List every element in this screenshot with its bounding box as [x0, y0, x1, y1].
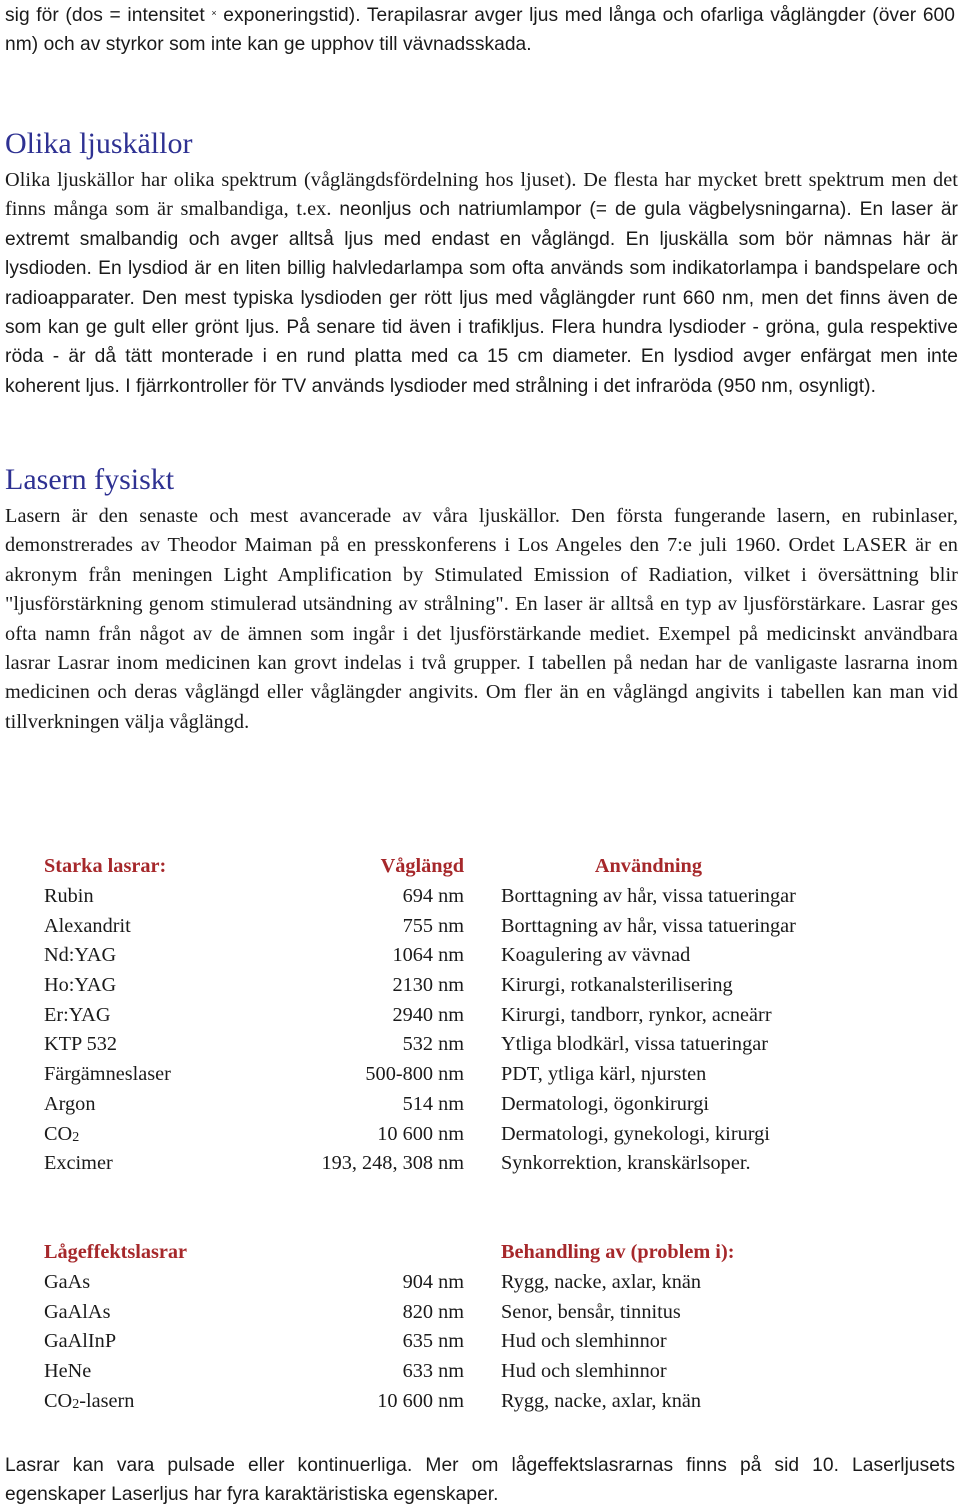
laser-wavelength: 820 nm — [402, 1300, 464, 1323]
section-heading-laser-physics: Lasern fysiskt — [5, 463, 175, 496]
laser-wavelength: 635 nm — [402, 1330, 464, 1353]
laser-usage: Dermatologi, gynekologi, kirurgi — [501, 1122, 770, 1145]
laser-usage: Hud och slemhinnor — [501, 1330, 667, 1353]
laser-name: GaAlInP — [44, 1330, 117, 1353]
intro-part2: exponeringstid). Terapilasrar avger ljus med långa och ofarliga våglängder (över 600 nm) och av styrkor som inte kan ge upphov till vävnadsskada. — [5, 5, 956, 56]
table-row — [44, 882, 796, 912]
laser-name: Alexandrit — [44, 914, 131, 937]
intro-paragraph — [5, 0, 955, 60]
laser-wavelength: 10 600 nm — [377, 1122, 464, 1145]
laser-usage: Dermatologi, ögonkirurgi — [501, 1092, 710, 1115]
laser-table — [44, 852, 796, 1416]
intro-part1: sig för (dos = intensitet — [5, 5, 212, 26]
section2-paragraph: Lasern är den senaste och mest avancerade av våra ljuskällor. Den första fungerande lasern, en rubinlaser, demonstrerades av Theodor Maiman på en presskonferens i Los Angeles den 7:e juli 1960. Ordet LASER är en akronym från meningen Light Amplification by Stimulated Emission of Radiation, vilket i översättning blir "ljusförstärkning genom stimulerad utsändning av strålning". En laser är alltså en typ av ljusförstärkare. Lasrar ges ofta namn från något av de ämnen som ingår i det ljusförstärkande mediet. Exempel på medicinskt användbara lasrar Lasrar inom medicinen kan grovt indelas i två grupper. I tabellen på nedan har de vanligaste lasrarna inom medicinen och deras våglängd eller våglängder angivits. Om fler än en våglängd angivits i tabellen kan man vid tillverkningen välja våglängd. — [5, 505, 958, 733]
footer-paragraph: Lasrar kan vara pulsade eller kontinuerliga. Mer om lågeffektslasrarnas finns på sid 10. Laserljusets egenskaper Laserljus har fyra karaktäristiska egenskaper. — [5, 1455, 955, 1506]
laser-name: Argon — [44, 1092, 96, 1115]
laser-wavelength: 10 600 nm — [377, 1389, 464, 1412]
header-strong-lasers: Starka lasrar: — [44, 855, 167, 878]
table-spacer — [44, 1179, 796, 1209]
laser-usage: Borttagning av hår, vissa tatueringar — [501, 914, 796, 937]
table-row — [44, 1030, 796, 1060]
laser-name: $CO_2$-lasern — [44, 1389, 135, 1412]
table-row — [44, 1119, 796, 1149]
section1-paragraph — [5, 166, 958, 401]
table-row — [44, 1357, 796, 1387]
laser-wavelength: 904 nm — [402, 1270, 464, 1293]
laser-wavelength: 532 nm — [402, 1033, 464, 1056]
laser-usage: Kirurgi, rotkanalsterilisering — [501, 974, 733, 997]
header-usage: Användning — [594, 855, 702, 878]
laser-usage: Kirurgi, tandborr, rynkor, acneärr — [501, 1003, 772, 1026]
header-treatment: Behandling av (problem i): — [501, 1241, 735, 1264]
laser-wavelength: 1064 nm — [392, 944, 464, 967]
laser-usage: Ytliga blodkärl, vissa tatueringar — [501, 1033, 768, 1056]
section1-text-sans: neonljus och natriumlampor (= de gula vägbelysningarna). En laser är extremt smalbandig och avger alltså ljus med endast en våglängd. En ljuskälla som bör nämnas här är lysdioden. En lysdiod är en liten billig halvledarlampa som ofta används som indikatorlampa i bandspelare och radioapparater. Den mest typiska lysdioden ger rött ljus med våglängder runt 660 nm, men det finns även de som kan ge gult eller grönt ljus. På senare tid även i trafikljus. Flera hundra lysdioder - gröna, gula respektive röda - är då tätt monterade i en rund platta med ca 15 cm diameter. En lysdiod avger enfärgat men inte koherent ljus. I fjärrkontroller för TV används lysdioder med strålning i det infraröda (950 nm, osynligt). — [5, 199, 958, 397]
table-row — [44, 1090, 796, 1120]
header-empty — [284, 1238, 464, 1268]
table-header-row — [44, 1238, 796, 1268]
header-low-power-lasers: Lågeffektslasrar — [44, 1241, 188, 1264]
table-row — [44, 1060, 796, 1090]
laser-wavelength: 694 nm — [402, 885, 464, 908]
laser-name: $CO_2$ — [44, 1122, 80, 1145]
laser-wavelength: 633 nm — [402, 1360, 464, 1383]
laser-name: Nd:YAG — [44, 944, 117, 967]
laser-usage: Synkorrektion, kranskärlsoper. — [501, 1152, 751, 1175]
table-row — [44, 1297, 796, 1327]
laser-name: Färgämneslaser — [44, 1063, 171, 1086]
laser-wavelength: 2130 nm — [392, 974, 464, 997]
section1-text-serif: Olika ljuskällor har olika spektrum (våglängdsfördelning hos ljuset). De flesta har mycket brett spektrum men det finns många som är smalbandiga, t.ex. — [5, 169, 958, 221]
table-row — [44, 1000, 796, 1030]
section-heading-light-sources: Olika ljuskällor — [5, 127, 193, 160]
laser-name: Rubin — [44, 885, 94, 908]
laser-wavelength: 2940 nm — [392, 1003, 464, 1026]
table-row — [44, 1149, 796, 1179]
laser-wavelength: 514 nm — [402, 1092, 464, 1115]
laser-usage: Rygg, nacke, axlar, knän — [501, 1270, 701, 1293]
laser-name: GaAlAs — [44, 1300, 111, 1323]
laser-name: GaAs — [44, 1270, 91, 1293]
table-row — [44, 1268, 796, 1298]
laser-usage: Hud och slemhinnor — [501, 1360, 667, 1383]
table-row — [44, 1386, 796, 1416]
laser-usage: PDT, ytliga kärl, njursten — [501, 1063, 707, 1086]
laser-name: Ho:YAG — [44, 974, 117, 997]
laser-name: KTP 532 — [44, 1033, 118, 1056]
laser-wavelength: 755 nm — [402, 914, 464, 937]
table-spacer — [44, 1208, 796, 1238]
times-symbol: × — [211, 8, 217, 18]
laser-usage: Senor, bensår, tinnitus — [501, 1300, 681, 1323]
laser-usage: Rygg, nacke, axlar, knän — [501, 1389, 701, 1412]
header-wavelength: Våglängd — [380, 855, 464, 878]
table-row — [44, 941, 796, 971]
laser-wavelength: 500-800 nm — [365, 1063, 464, 1086]
table-header-row — [44, 852, 796, 882]
table-row — [44, 911, 796, 941]
laser-name: Excimer — [44, 1152, 113, 1175]
laser-wavelength: 193, 248, 308 nm — [321, 1152, 464, 1175]
table-row — [44, 1327, 796, 1357]
laser-name: Er:YAG — [44, 1003, 111, 1026]
table-row — [44, 971, 796, 1001]
laser-usage: Koagulering av vävnad — [501, 944, 691, 967]
laser-name: HeNe — [44, 1360, 92, 1383]
laser-usage: Borttagning av hår, vissa tatueringar — [501, 885, 796, 908]
